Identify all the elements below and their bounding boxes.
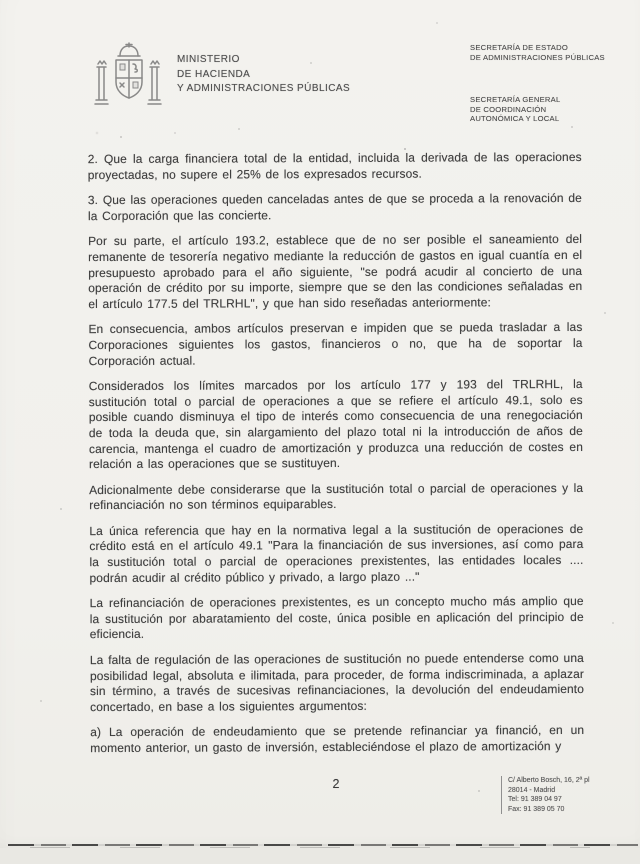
secretaria-general-block bbox=[470, 95, 560, 124]
secretaria-general-line: SECRETARÍA GENERAL bbox=[470, 95, 561, 104]
secretaria-estado-line: SECRETARÍA DE ESTADO bbox=[470, 43, 568, 52]
secretaria-estado-block bbox=[470, 43, 605, 62]
paragraph: 3. Que las operaciones queden canceladas antes de que se proceda a la renovación de la Corporación que las concierte. bbox=[87, 191, 582, 223]
ministry-line: DE HACIENDA bbox=[177, 68, 251, 80]
ministry-line: Y ADMINISTRACIONES PÚBLICAS bbox=[177, 83, 351, 94]
paragraph: La falta de regulación de las operaciones de sustitución no puede entenderse como una posibilidad legal, absoluta e ilimitada, para proceder, de forma indiscriminada, a aplazar sin término, a través de sucesivas refinanciaciones, la devolución del endeudamiento concertado, en base a los siguientes argumentos: bbox=[89, 650, 585, 714]
paragraph: Adicionalmente debe considerarse que la sustitución total o parcial de operaciones y la refinanciación no son términos equiparables. bbox=[89, 480, 584, 513]
secretaria-estado-line: DE ADMINISTRACIONES PÚBLICAS bbox=[470, 52, 605, 62]
ministry-line: MINISTERIO bbox=[177, 54, 240, 65]
ministry-wordmark bbox=[177, 53, 350, 97]
secretaria-general-line: DE COORDINACIÓN bbox=[470, 104, 547, 114]
paragraph: 2. Que la carga financiera total de la entidad, incluida la derivada de las operaciones proyectadas, no supere el 25% de los expresados recursos. bbox=[87, 149, 582, 182]
scan-bottom-strip bbox=[0, 848, 640, 864]
scan-noise bbox=[0, 0, 2, 2]
address-line: C/ Alberto Bosch, 16, 2ª pl bbox=[508, 777, 590, 784]
spain-coat-of-arms-icon bbox=[88, 36, 170, 124]
paragraph: En consecuencia, ambos artículos preservan e impiden que se pueda trasladar a las Corporaciones siguientes los gastos, financieros o no, que ha de soportar la Corporación actual. bbox=[88, 320, 583, 368]
address-line: Tel: 91 389 04 97 bbox=[508, 796, 562, 804]
address-line: Fax: 91 389 05 70 bbox=[508, 805, 565, 813]
paragraph: a) La operación de endeudamiento que se pretende refinanciar ya financió, en un momento anterior, un gasto de inversión, estableciéndose el plazo de amortización y bbox=[90, 723, 585, 756]
paragraph: Considerados los límites marcados por los artículo 177 y 193 del TRLRHL, la sustitución total o parcial de operaciones a que se refiere el artículo 49.1, solo es posible cuando disminuya el tipo de interés como consecuencia de una renegociación de toda la deuda que, sin alargamiento del plazo total ni la introducción de años de carencia, mantenga el cuadro de amortización y produzca una reducción de costes en relación a las operaciones que se sustituyen. bbox=[88, 377, 583, 472]
paragraph: La refinanciación de operaciones prexistentes, es un concepto mucho más amplio que la sustitución por abaratamiento del coste, única posible en aplicación del principio de eficiencia. bbox=[89, 594, 584, 642]
page-number: 2 bbox=[332, 777, 340, 791]
paragraph: Por su parte, el artículo 193.2, establece que de no ser posible el saneamiento del remanente de tesorería negativo mediante la reducción de gastos en igual cuantía en el presupuesto aprobado para el año siguiente, "se podrá acudir al concierto de una operación de crédito por su importe, siempre que se den las condiciones señaladas en el artículo 177.5 del TRLRHL", y que han sido reseñadas anteriormente: bbox=[88, 232, 583, 311]
page-edge-line bbox=[8, 844, 638, 846]
address-line: 28014 - Madrid bbox=[508, 786, 556, 794]
document-body bbox=[88, 150, 585, 767]
paragraph: La única referencia que hay en la normativa legal a la sustitución de operaciones de crédito está en el artículo 49.1 "Para la financiación de sus inversiones, así como para la sustitución total o parcial de operaciones prexistentes, las entidades locales .... podrán acudir al crédito público y privado, a largo plazo ..." bbox=[89, 521, 584, 585]
footer-address-block bbox=[501, 776, 590, 814]
secretaria-general-line: AUTONÓMICA Y LOCAL bbox=[470, 114, 560, 124]
